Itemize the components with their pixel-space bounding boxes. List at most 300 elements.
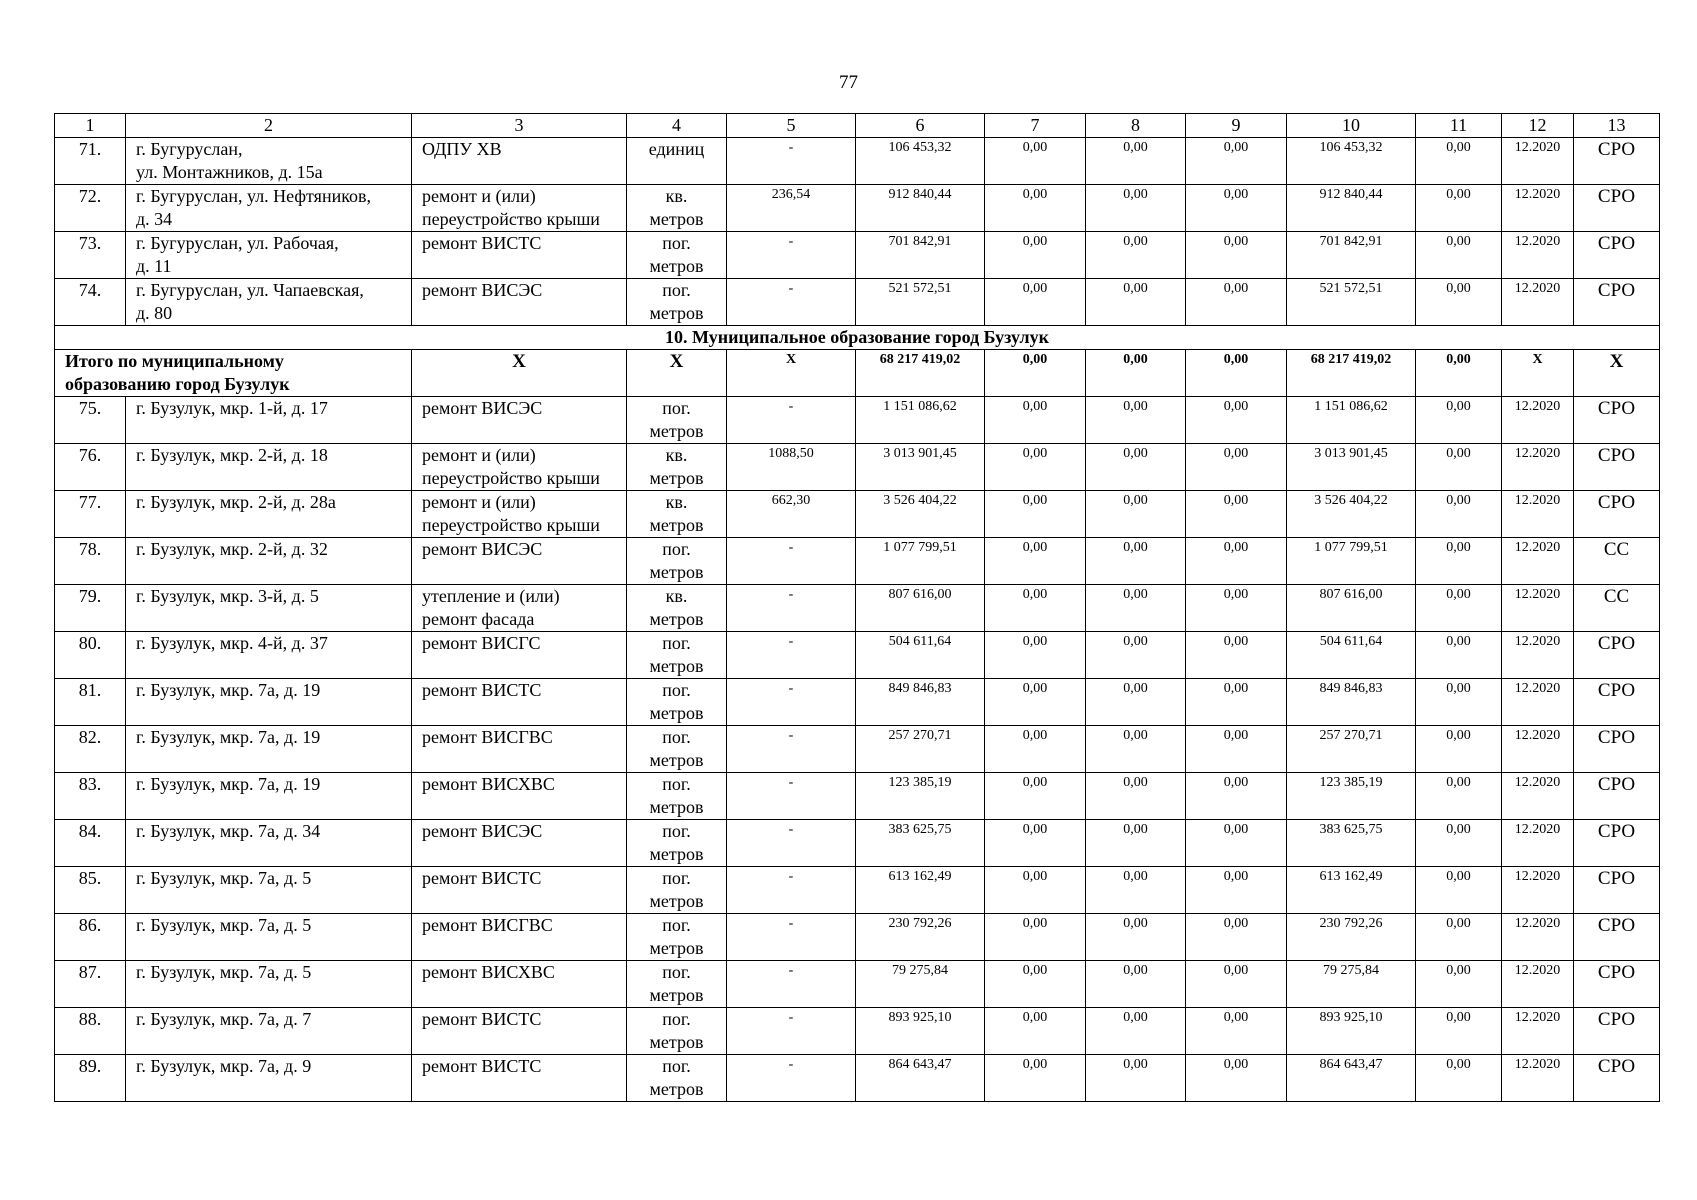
source-cell: СРО — [1574, 491, 1660, 538]
value-cell-c10: 504 611,64 — [1287, 632, 1416, 679]
source-cell: СРО — [1574, 773, 1660, 820]
column-number: 11 — [1416, 114, 1502, 138]
table-row — [55, 1055, 1660, 1102]
value-cell-c8: 0,00 — [1086, 185, 1186, 232]
value-cell-c11: 0,00 — [1416, 491, 1502, 538]
row-number: 81. — [55, 679, 126, 726]
value-cell-c7: 0,00 — [985, 632, 1086, 679]
value-cell-c11: 0,00 — [1416, 444, 1502, 491]
work-type-cell-line: переустройство крыши — [422, 515, 600, 535]
source-cell: СРО — [1574, 185, 1660, 232]
work-type-cell-line: ремонт ВИСТС — [422, 680, 542, 700]
value-cell-c12: 12.2020 — [1502, 538, 1574, 585]
address-cell-line: г. Бузулук, мкр. 7а, д. 5 — [136, 962, 312, 982]
value-cell-c6: 3 526 404,22 — [856, 491, 985, 538]
table-row — [55, 185, 1660, 232]
unit-cell-line: метров — [649, 844, 704, 864]
value-cell-c9: 0,00 — [1186, 232, 1287, 279]
unit-cell-line: пог. — [662, 539, 691, 559]
unit-cell-line: пог. — [662, 1056, 691, 1076]
address-cell — [126, 726, 412, 773]
address-cell-line: г. Бузулук, мкр. 7а, д. 19 — [136, 680, 321, 700]
column-number: 8 — [1086, 114, 1186, 138]
address-cell-line: г. Бузулук, мкр. 1-й, д. 17 — [136, 398, 328, 418]
value-cell-c5: - — [727, 820, 856, 867]
unit-cell-line: метров — [649, 609, 704, 629]
address-cell — [126, 1055, 412, 1102]
address-cell-line: г. Бузулук, мкр. 7а, д. 5 — [136, 915, 312, 935]
unit-cell — [627, 726, 727, 773]
work-type-cell-line: ремонт и (или) — [422, 186, 536, 206]
table-row — [55, 538, 1660, 585]
work-type-cell — [412, 773, 627, 820]
value-cell-c8: 0,00 — [1086, 1008, 1186, 1055]
value-cell-c12: 12.2020 — [1502, 820, 1574, 867]
value-cell-c7: 0,00 — [985, 185, 1086, 232]
value-cell-c8: 0,00 — [1086, 820, 1186, 867]
source-cell: СРО — [1574, 444, 1660, 491]
source-cell: СРО — [1574, 279, 1660, 326]
unit-cell-line: метров — [649, 303, 704, 323]
value-cell-c5: - — [727, 632, 856, 679]
value-cell-c8: 0,00 — [1086, 726, 1186, 773]
row-number: 73. — [55, 232, 126, 279]
row-number: 77. — [55, 491, 126, 538]
work-type-cell-line: ремонт ВИСХВС — [422, 774, 555, 794]
work-type-cell-line: ремонт ВИСХВС — [422, 962, 555, 982]
value-cell-c10: 106 453,32 — [1287, 138, 1416, 185]
value-cell-c7: 0,00 — [985, 232, 1086, 279]
value-cell-c11: 0,00 — [1416, 138, 1502, 185]
unit-cell — [627, 232, 727, 279]
address-cell-line: г. Бузулук, мкр. 7а, д. 19 — [136, 727, 321, 747]
total-c3: Х — [412, 350, 627, 397]
work-type-cell-line: ремонт фасада — [422, 609, 535, 629]
unit-cell-line: метров — [649, 938, 704, 958]
source-cell: СРО — [1574, 397, 1660, 444]
unit-cell-line: метров — [649, 1079, 704, 1099]
total-c7: 0,00 — [985, 350, 1086, 397]
work-type-cell — [412, 726, 627, 773]
value-cell-c11: 0,00 — [1416, 538, 1502, 585]
table-row — [55, 726, 1660, 773]
address-cell — [126, 961, 412, 1008]
value-cell-c6: 257 270,71 — [856, 726, 985, 773]
unit-cell-line: метров — [649, 421, 704, 441]
total-c10: 68 217 419,02 — [1287, 350, 1416, 397]
unit-cell-line: кв. — [665, 492, 688, 512]
value-cell-c7: 0,00 — [985, 820, 1086, 867]
row-number: 82. — [55, 726, 126, 773]
value-cell-c12: 12.2020 — [1502, 773, 1574, 820]
total-label-line: Итого по муниципальному — [65, 351, 284, 371]
value-cell-c8: 0,00 — [1086, 632, 1186, 679]
address-cell-line: г. Бузулук, мкр. 7а, д. 7 — [136, 1009, 312, 1029]
address-cell — [126, 867, 412, 914]
value-cell-c10: 123 385,19 — [1287, 773, 1416, 820]
value-cell-c8: 0,00 — [1086, 232, 1186, 279]
unit-cell — [627, 820, 727, 867]
unit-cell — [627, 138, 727, 185]
value-cell-c8: 0,00 — [1086, 279, 1186, 326]
work-type-cell — [412, 185, 627, 232]
value-cell-c11: 0,00 — [1416, 961, 1502, 1008]
value-cell-c11: 0,00 — [1416, 632, 1502, 679]
address-cell — [126, 444, 412, 491]
value-cell-c9: 0,00 — [1186, 444, 1287, 491]
address-cell — [126, 1008, 412, 1055]
column-number: 13 — [1574, 114, 1660, 138]
address-cell — [126, 679, 412, 726]
section-title: 10. Муниципальное образование город Бузулук — [55, 326, 1660, 350]
work-type-cell-line: ремонт ВИСЭС — [422, 398, 543, 418]
value-cell-c7: 0,00 — [985, 679, 1086, 726]
unit-cell — [627, 1008, 727, 1055]
value-cell-c5: - — [727, 1008, 856, 1055]
value-cell-c9: 0,00 — [1186, 279, 1287, 326]
value-cell-c10: 613 162,49 — [1287, 867, 1416, 914]
work-type-cell — [412, 1008, 627, 1055]
source-cell: СРО — [1574, 726, 1660, 773]
value-cell-c10: 1 077 799,51 — [1287, 538, 1416, 585]
unit-cell-line: метров — [649, 256, 704, 276]
total-c6: 68 217 419,02 — [856, 350, 985, 397]
unit-cell-line: пог. — [662, 774, 691, 794]
value-cell-c7: 0,00 — [985, 1008, 1086, 1055]
value-cell-c12: 12.2020 — [1502, 961, 1574, 1008]
value-cell-c6: 807 616,00 — [856, 585, 985, 632]
source-cell: СС — [1574, 585, 1660, 632]
table-row — [55, 632, 1660, 679]
source-cell: СРО — [1574, 138, 1660, 185]
value-cell-c12: 12.2020 — [1502, 444, 1574, 491]
unit-cell-line: метров — [649, 797, 704, 817]
work-type-cell — [412, 585, 627, 632]
work-type-cell-line: ремонт ВИСТС — [422, 233, 542, 253]
page-number: 77 — [839, 72, 858, 93]
address-cell — [126, 232, 412, 279]
value-cell-c11: 0,00 — [1416, 1008, 1502, 1055]
table-row — [55, 961, 1660, 1008]
value-cell-c10: 521 572,51 — [1287, 279, 1416, 326]
value-cell-c9: 0,00 — [1186, 397, 1287, 444]
value-cell-c12: 12.2020 — [1502, 491, 1574, 538]
value-cell-c8: 0,00 — [1086, 867, 1186, 914]
value-cell-c11: 0,00 — [1416, 232, 1502, 279]
address-cell-line: г. Бугуруслан, — [136, 139, 243, 159]
value-cell-c12: 12.2020 — [1502, 279, 1574, 326]
work-type-cell — [412, 914, 627, 961]
value-cell-c9: 0,00 — [1186, 961, 1287, 1008]
unit-cell-line: кв. — [665, 445, 688, 465]
value-cell-c7: 0,00 — [985, 961, 1086, 1008]
address-cell-line: г. Бузулук, мкр. 2-й, д. 18 — [136, 445, 328, 465]
address-cell — [126, 773, 412, 820]
work-type-cell — [412, 632, 627, 679]
value-cell-c8: 0,00 — [1086, 444, 1186, 491]
value-cell-c12: 12.2020 — [1502, 1008, 1574, 1055]
unit-cell — [627, 1055, 727, 1102]
value-cell-c6: 849 846,83 — [856, 679, 985, 726]
value-cell-c8: 0,00 — [1086, 397, 1186, 444]
value-cell-c7: 0,00 — [985, 585, 1086, 632]
value-cell-c5: - — [727, 538, 856, 585]
unit-cell — [627, 185, 727, 232]
value-cell-c12: 12.2020 — [1502, 232, 1574, 279]
column-number: 5 — [727, 114, 856, 138]
value-cell-c11: 0,00 — [1416, 679, 1502, 726]
value-cell-c10: 912 840,44 — [1287, 185, 1416, 232]
work-type-cell — [412, 961, 627, 1008]
work-type-cell-line: переустройство крыши — [422, 209, 600, 229]
work-type-cell-line: ремонт ВИСТС — [422, 1009, 542, 1029]
unit-cell — [627, 632, 727, 679]
source-cell: СРО — [1574, 1055, 1660, 1102]
value-cell-c9: 0,00 — [1186, 726, 1287, 773]
value-cell-c6: 106 453,32 — [856, 138, 985, 185]
row-number: 89. — [55, 1055, 126, 1102]
section-row — [55, 326, 1660, 350]
column-number: 4 — [627, 114, 727, 138]
value-cell-c6: 79 275,84 — [856, 961, 985, 1008]
value-cell-c7: 0,00 — [985, 538, 1086, 585]
value-cell-c7: 0,00 — [985, 397, 1086, 444]
address-cell-line: д. 80 — [136, 303, 173, 323]
work-type-cell — [412, 867, 627, 914]
address-cell — [126, 914, 412, 961]
address-cell-line: д. 34 — [136, 209, 173, 229]
unit-cell-line: метров — [649, 656, 704, 676]
unit-cell — [627, 679, 727, 726]
value-cell-c6: 864 643,47 — [856, 1055, 985, 1102]
row-number: 79. — [55, 585, 126, 632]
unit-cell-line: пог. — [662, 962, 691, 982]
work-type-cell-line: ремонт ВИСГВС — [422, 727, 553, 747]
value-cell-c6: 1 151 086,62 — [856, 397, 985, 444]
value-cell-c11: 0,00 — [1416, 585, 1502, 632]
value-cell-c11: 0,00 — [1416, 773, 1502, 820]
column-number-row — [55, 114, 1660, 138]
value-cell-c7: 0,00 — [985, 914, 1086, 961]
value-cell-c9: 0,00 — [1186, 185, 1287, 232]
unit-cell-line: пог. — [662, 915, 691, 935]
value-cell-c5: 1088,50 — [727, 444, 856, 491]
value-cell-c10: 1 151 086,62 — [1287, 397, 1416, 444]
value-cell-c10: 383 625,75 — [1287, 820, 1416, 867]
unit-cell-line: метров — [649, 562, 704, 582]
column-number: 1 — [55, 114, 126, 138]
row-number: 83. — [55, 773, 126, 820]
source-cell: СРО — [1574, 820, 1660, 867]
source-cell: СРО — [1574, 1008, 1660, 1055]
value-cell-c6: 893 925,10 — [856, 1008, 985, 1055]
value-cell-c7: 0,00 — [985, 444, 1086, 491]
value-cell-c12: 12.2020 — [1502, 397, 1574, 444]
address-cell — [126, 138, 412, 185]
unit-cell-line: пог. — [662, 398, 691, 418]
value-cell-c5: - — [727, 397, 856, 444]
work-type-cell-line: ремонт ВИСЭС — [422, 539, 543, 559]
unit-cell-line: метров — [649, 468, 704, 488]
total-c13: Х — [1574, 350, 1660, 397]
value-cell-c6: 613 162,49 — [856, 867, 985, 914]
value-cell-c12: 12.2020 — [1502, 185, 1574, 232]
unit-cell — [627, 585, 727, 632]
value-cell-c5: - — [727, 867, 856, 914]
work-type-cell — [412, 138, 627, 185]
value-cell-c9: 0,00 — [1186, 1008, 1287, 1055]
value-cell-c8: 0,00 — [1086, 1055, 1186, 1102]
total-c11: 0,00 — [1416, 350, 1502, 397]
row-number: 75. — [55, 397, 126, 444]
row-number: 80. — [55, 632, 126, 679]
address-cell-line: г. Бузулук, мкр. 2-й, д. 28а — [136, 492, 336, 512]
value-cell-c5: - — [727, 279, 856, 326]
value-cell-c6: 504 611,64 — [856, 632, 985, 679]
address-cell-line: г. Бугуруслан, ул. Нефтяников, — [136, 186, 372, 206]
value-cell-c8: 0,00 — [1086, 491, 1186, 538]
value-cell-c12: 12.2020 — [1502, 726, 1574, 773]
source-cell: СС — [1574, 538, 1660, 585]
unit-cell — [627, 444, 727, 491]
value-cell-c11: 0,00 — [1416, 867, 1502, 914]
value-cell-c5: - — [727, 914, 856, 961]
value-cell-c9: 0,00 — [1186, 491, 1287, 538]
total-label — [55, 350, 412, 397]
value-cell-c12: 12.2020 — [1502, 1055, 1574, 1102]
value-cell-c6: 230 792,26 — [856, 914, 985, 961]
value-cell-c10: 864 643,47 — [1287, 1055, 1416, 1102]
source-cell: СРО — [1574, 679, 1660, 726]
address-cell-line: д. 11 — [136, 256, 172, 276]
unit-cell — [627, 773, 727, 820]
address-cell-line: г. Бузулук, мкр. 7а, д. 34 — [136, 821, 321, 841]
row-number: 86. — [55, 914, 126, 961]
value-cell-c10: 79 275,84 — [1287, 961, 1416, 1008]
address-cell — [126, 491, 412, 538]
table-row — [55, 491, 1660, 538]
column-number: 6 — [856, 114, 985, 138]
value-cell-c12: 12.2020 — [1502, 679, 1574, 726]
value-cell-c5: - — [727, 773, 856, 820]
value-cell-c7: 0,00 — [985, 491, 1086, 538]
total-row — [55, 350, 1660, 397]
total-c4: Х — [627, 350, 727, 397]
value-cell-c10: 893 925,10 — [1287, 1008, 1416, 1055]
value-cell-c7: 0,00 — [985, 138, 1086, 185]
value-cell-c8: 0,00 — [1086, 773, 1186, 820]
value-cell-c7: 0,00 — [985, 726, 1086, 773]
source-cell: СРО — [1574, 232, 1660, 279]
table-row — [55, 397, 1660, 444]
column-number: 7 — [985, 114, 1086, 138]
value-cell-c7: 0,00 — [985, 1055, 1086, 1102]
unit-cell-line: метров — [649, 891, 704, 911]
value-cell-c8: 0,00 — [1086, 679, 1186, 726]
total-label-line: образованию город Бузулук — [65, 374, 290, 394]
value-cell-c5: - — [727, 679, 856, 726]
value-cell-c10: 849 846,83 — [1287, 679, 1416, 726]
value-cell-c8: 0,00 — [1086, 138, 1186, 185]
table-row — [55, 138, 1660, 185]
value-cell-c9: 0,00 — [1186, 538, 1287, 585]
address-cell-line: г. Бузулук, мкр. 4-й, д. 37 — [136, 633, 328, 653]
work-type-cell — [412, 679, 627, 726]
table-row — [55, 444, 1660, 491]
work-type-cell-line: ОДПУ ХВ — [422, 139, 502, 159]
table-row — [55, 773, 1660, 820]
unit-cell-line: пог. — [662, 868, 691, 888]
work-type-cell-line: утепление и (или) — [422, 586, 560, 606]
address-cell — [126, 820, 412, 867]
value-cell-c5: 236,54 — [727, 185, 856, 232]
address-cell — [126, 538, 412, 585]
unit-cell-line: пог. — [662, 233, 691, 253]
unit-cell-line: метров — [649, 985, 704, 1005]
table-row — [55, 820, 1660, 867]
value-cell-c7: 0,00 — [985, 867, 1086, 914]
value-cell-c9: 0,00 — [1186, 138, 1287, 185]
value-cell-c9: 0,00 — [1186, 914, 1287, 961]
unit-cell-line: пог. — [662, 821, 691, 841]
value-cell-c9: 0,00 — [1186, 773, 1287, 820]
work-type-cell — [412, 1055, 627, 1102]
unit-cell-line: метров — [649, 703, 704, 723]
row-number: 71. — [55, 138, 126, 185]
value-cell-c10: 3 013 901,45 — [1287, 444, 1416, 491]
value-cell-c8: 0,00 — [1086, 538, 1186, 585]
value-cell-c9: 0,00 — [1186, 820, 1287, 867]
work-type-cell — [412, 444, 627, 491]
value-cell-c11: 0,00 — [1416, 914, 1502, 961]
column-number: 9 — [1186, 114, 1287, 138]
row-number: 88. — [55, 1008, 126, 1055]
source-cell: СРО — [1574, 867, 1660, 914]
work-type-cell-line: ремонт и (или) — [422, 445, 536, 465]
value-cell-c12: 12.2020 — [1502, 585, 1574, 632]
value-cell-c11: 0,00 — [1416, 185, 1502, 232]
unit-cell — [627, 867, 727, 914]
value-cell-c10: 701 842,91 — [1287, 232, 1416, 279]
address-cell-line: г. Бузулук, мкр. 7а, д. 9 — [136, 1056, 312, 1076]
source-cell: СРО — [1574, 961, 1660, 1008]
unit-cell — [627, 491, 727, 538]
value-cell-c9: 0,00 — [1186, 632, 1287, 679]
value-cell-c8: 0,00 — [1086, 961, 1186, 1008]
unit-cell — [627, 914, 727, 961]
table-row — [55, 679, 1660, 726]
value-cell-c7: 0,00 — [985, 773, 1086, 820]
value-cell-c9: 0,00 — [1186, 1055, 1287, 1102]
unit-cell — [627, 279, 727, 326]
value-cell-c10: 807 616,00 — [1287, 585, 1416, 632]
unit-cell-line: метров — [649, 209, 704, 229]
value-cell-c7: 0,00 — [985, 279, 1086, 326]
unit-cell-line: кв. — [665, 586, 688, 606]
value-cell-c10: 230 792,26 — [1287, 914, 1416, 961]
unit-cell — [627, 538, 727, 585]
value-cell-c5: - — [727, 1055, 856, 1102]
value-cell-c5: - — [727, 585, 856, 632]
work-type-cell-line: переустройство крыши — [422, 468, 600, 488]
value-cell-c12: 12.2020 — [1502, 632, 1574, 679]
work-type-cell-line: ремонт ВИСГС — [422, 633, 541, 653]
address-cell — [126, 397, 412, 444]
capital-repair-table — [54, 113, 1660, 1102]
unit-cell-line: пог. — [662, 727, 691, 747]
work-type-cell-line: ремонт ВИСЭС — [422, 280, 543, 300]
table-row — [55, 1008, 1660, 1055]
